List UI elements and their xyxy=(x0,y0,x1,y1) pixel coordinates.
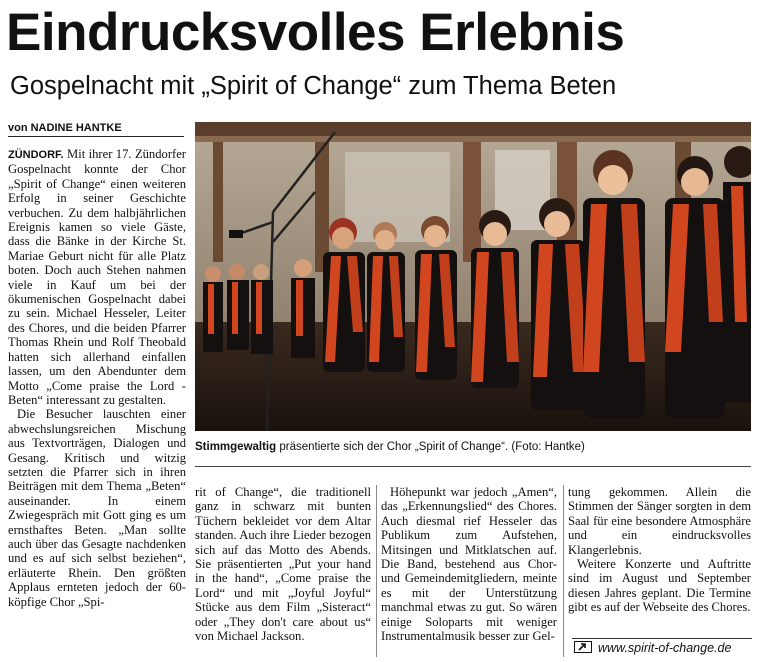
column-divider xyxy=(563,485,564,657)
caption-divider xyxy=(195,466,751,467)
choir-back-row xyxy=(203,259,315,358)
photo-caption xyxy=(195,439,751,455)
paragraph xyxy=(8,147,186,407)
choir-photo-illustration xyxy=(195,122,751,431)
choir-photo xyxy=(195,122,751,431)
article-column-3 xyxy=(381,485,557,657)
website-link[interactable] xyxy=(572,638,752,657)
paragraph-text: Mit ihrer 17. Zündorfer Gospelnacht konnte der Chor „Spirit of Change“ einen weiteren Erfolg in seiner Geschichte verbuchen. Zu dem halbjährlichen Ereignis kamen so viele Gäste, dass die Bänke in der Kirche St. Mariae Geburt nicht für alle Platz boten. Doch auch Stehen nahmen viele in Kauf um bei der ökumenischen Gospelnacht dabei zu sein. Michael Hesseler, Leiter des Chores, und die beiden Pfarrer Thomas Rhein und Rolf Theobald hatten sich allerhand einfallen lassen, um den Abendunter dem Motto „Come praise the Lord - Beten“ interessant zu gestalten. xyxy=(8,147,186,407)
dateline: ZÜNDORF. xyxy=(8,149,64,161)
paragraph: Weitere Konzerte und Auftritte sind im August und September diesen Jahres geplant. Die Termine gibt es auf der Webseite des Chores. xyxy=(568,557,751,615)
subheadline: Gospelnacht mit „Spirit of Change“ zum Thema Beten xyxy=(10,72,617,100)
column-divider xyxy=(376,485,377,657)
headline: Eindrucksvolles Erlebnis xyxy=(6,3,625,62)
article-column-2 xyxy=(195,485,371,657)
caption-text: präsentierte sich der Chor „Spirit of Change“. (Foto: Hantke) xyxy=(276,441,585,453)
paragraph: rit of Change“, die traditionell ganz in schwarz mit bunten Tüchern bekleidet vor dem Altar standen. Auch ihre Lieder bezogen sich auf das Motto des Abends. Sie präsentierten „Put your hand in the hand“, „Come praise the Lord“ und mit „Joyful Joyful“ Stücke aus dem Film „Sisteract“ oder „They don't care about us“ von Michael Jackson. xyxy=(195,485,371,644)
website-url: www.spirit-of-change.de xyxy=(598,641,732,655)
caption-lead: Stimmgewaltig xyxy=(195,441,277,453)
byline: von NADINE HANTKE xyxy=(8,122,122,134)
paragraph: Höhepunkt war jedoch „Amen“, das „Erkennungslied“ des Chores. Auch diesmal rief Hesseler das Publikum zum Aufstehen, Mitsingen und Mitklatschen auf. Die Band, bestehend aus Chor- und Gemeindemitgliedern, meinte es mit der Unterstützung manchmal etwas zu gut. So wären einige Soloparts mit weniger Instrumentalmusik besser zur Gel- xyxy=(381,485,557,644)
article-column-1 xyxy=(8,147,186,657)
byline-divider xyxy=(8,136,184,137)
arrow-link-icon xyxy=(574,641,592,653)
article-column-4 xyxy=(568,485,751,633)
paragraph: Die Besucher lauschten einer abwechslungsreichen Mischung aus Textvorträgen, Dialogen und Gesang. Kritisch und witzig setzten die Pfarrer sich in ihren Beiträgen mit dem Thema „Beten“ auseinander. In einem Zwiegespräch mit Gott ging es um ernsthaftes Beten. „Man sollte auch über das Gesagte nachdenken und es auf sich selbst beziehen“, erläuterte Rhein. Den größten Applaus ernteten jedoch der 60-köpfige Chor „Spi- xyxy=(8,407,186,609)
paragraph: tung gekommen. Allein die Stimmen der Sänger sorgten in dem Saal für eine besondere Atmosphäre und ein eindrucksvolles Klangerlebnis. xyxy=(568,485,751,557)
